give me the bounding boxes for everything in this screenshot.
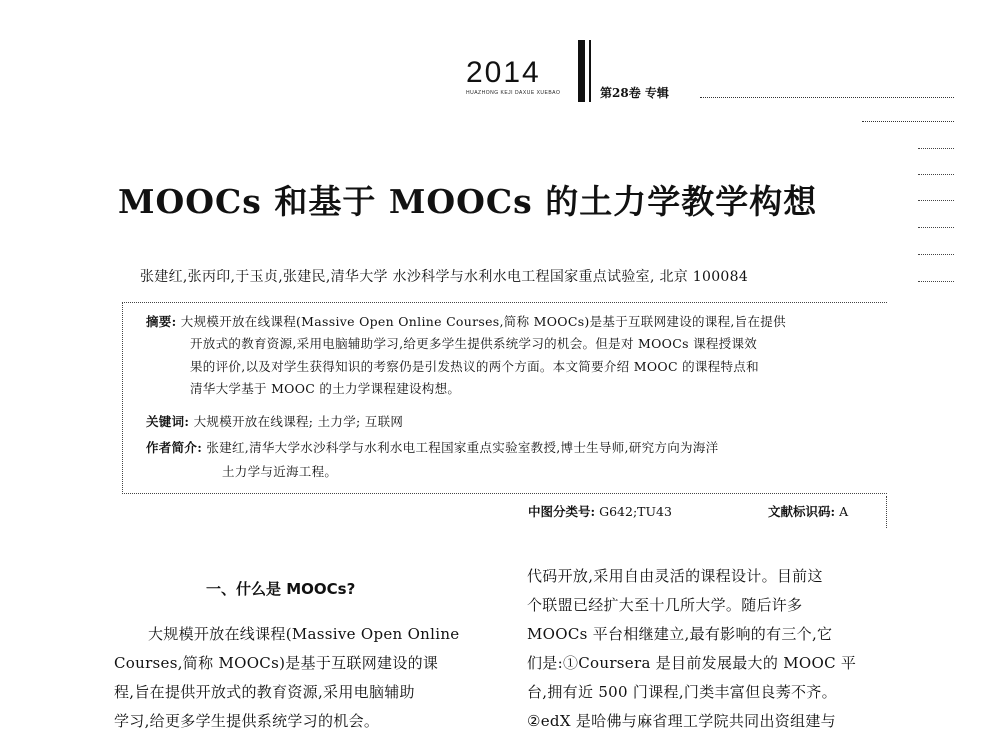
margin-rule [918,227,954,228]
doc-code-value: A [839,504,849,519]
body-line: 个联盟已经扩大至十几所大学。随后许多 [527,596,803,614]
author-intro-label: 作者简介: [146,440,203,455]
margin-rule [918,200,954,201]
author-intro-line [146,439,718,457]
margin-rule [918,174,954,175]
journal-subtitle: HUAZHONG KEJI DAXUE XUEBAO [466,90,561,96]
margin-rule [862,121,954,122]
body-line: ②edX 是哈佛与麻省理工学院共同出资组建与 [527,712,836,730]
body-line: 们是:①Coursera 是目前发展最大的 MOOC 平 [527,654,857,672]
body-line: MOOCs 平台相继建立,最有影响的有三个,它 [527,625,833,643]
abstract-line: 开放式的教育资源,采用电脑辅助学习,给更多学生提供系统学习的机会。但是对 MOOCs 课程授课效 [190,336,758,351]
body-line: 大规模开放在线课程(Massive Open Online [148,625,460,643]
abstract-line: 清华大学基于 MOOC 的土力学课程建设构想。 [190,381,461,396]
margin-rule [918,281,954,282]
body-line: Courses,简称 MOOCs)是基于互联网建设的课 [114,654,439,672]
doc-code-label: 文献标识码: [768,504,836,519]
keywords-label: 关键词: [146,414,190,429]
header-bar-thick [578,40,585,102]
margin-rule [918,254,954,255]
abstract-text: 大规模开放在线课程(Massive Open Online Courses,简称 MOOCs)是基于互联网建设的课程,旨在提供 [180,314,786,329]
journal-year: 2014 [466,56,541,89]
abstract-line: 果的评价,以及对学生获得知识的考察仍是引发热议的两个方面。本文简要介绍 MOOC 的课程特点和 [190,359,759,374]
margin-rule [918,148,954,149]
keywords-line [146,413,403,431]
section-heading: 一、什么是 MOOCs? [206,580,356,598]
header-rule [700,97,954,98]
body-line: 学习,给更多学生提供系统学习的机会。 [114,712,380,730]
keywords-text: 大规模开放在线课程; 土力学; 互联网 [193,414,404,429]
classification-divider [886,496,887,528]
clc-number [528,502,672,520]
abstract-label: 摘要: [146,314,177,329]
body-line: 程,旨在提供开放式的教育资源,采用电脑辅助 [114,683,415,701]
author-intro-text: 张建红,清华大学水沙科学与水利水电工程国家重点实验室教授,博士生导师,研究方向为海洋 [206,440,719,455]
author-affiliation: 张建红,张丙印,于玉贞,张建民,清华大学 水沙科学与水利水电工程国家重点试验室, 北京 100084 [140,269,749,285]
body-line: 台,拥有近 500 门课程,门类丰富但良莠不齐。 [527,683,837,701]
clc-value: G642;TU43 [599,504,672,519]
clc-label: 中图分类号: [528,504,596,519]
abstract-line [146,313,786,331]
volume-label: 第28卷 专辑 [600,86,669,100]
body-line: 代码开放,采用自由灵活的课程设计。目前这 [527,567,823,585]
header-bar-thin [589,40,591,102]
document-code [768,502,848,520]
author-intro-line: 土力学与近海工程。 [222,464,338,479]
paper-title: MOOCs 和基于 MOOCs 的土力学教学构想 [118,182,818,221]
